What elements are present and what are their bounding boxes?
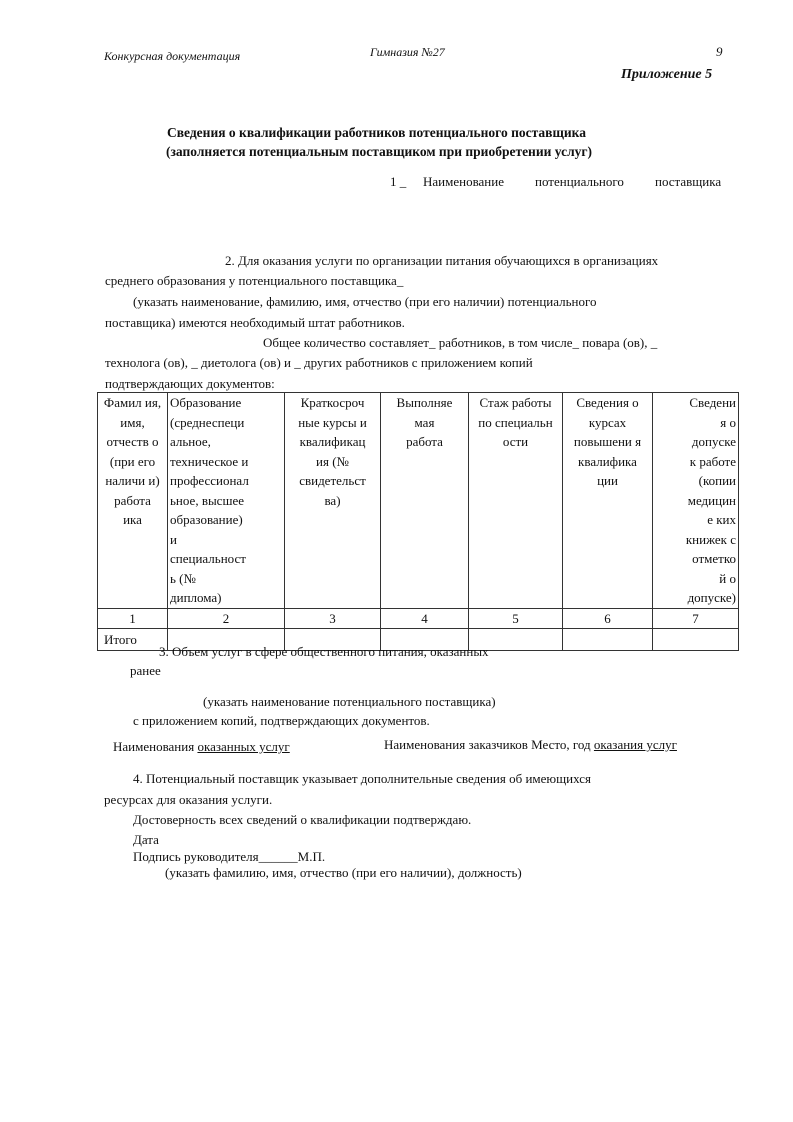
customers-column-prefix: Наименования заказчиков Место, год xyxy=(384,737,594,752)
column-number: 2 xyxy=(168,608,285,629)
document-title: Сведения о квалификации работников потенциального поставщика xyxy=(167,125,586,140)
services-column-prefix: Наименования xyxy=(113,739,198,754)
document-subtitle: (заполняется потенциальным поставщиком при приобретении услуг) xyxy=(166,144,593,159)
table-number-row xyxy=(98,608,739,629)
column-number: 7 xyxy=(653,608,739,629)
customers-column-header xyxy=(384,737,677,753)
header-left: Конкурсная документация xyxy=(104,49,241,63)
section2-line7: подтверждающих документов: xyxy=(105,376,275,391)
confirmation-text: Достоверность всех сведений о квалификации подтверждаю. xyxy=(133,812,472,827)
column-number: 4 xyxy=(381,608,469,629)
services-column-header xyxy=(113,739,290,755)
services-column-underlined: оказанных услуг xyxy=(197,739,290,754)
section2-line1: 2. Для оказания услуги по организации питания обучающихся в организациях xyxy=(225,253,659,268)
section2-line3: (указать наименование, фамилию, имя, отчество (при его наличии) потенциального xyxy=(133,294,597,309)
column-number: 3 xyxy=(285,608,381,629)
section2-line5: Общее количество составляет_ работников, в том числе_ повара (ов), _ xyxy=(263,335,658,350)
total-label: Итого xyxy=(98,629,168,651)
section3-line4: с приложением копий, подтверждающих документов. xyxy=(133,713,430,728)
section3-line2: ранее xyxy=(130,663,161,678)
column-number: 6 xyxy=(563,608,653,629)
section2-line6: технолога (ов), _ диетолога (ов) и _ других работников с приложением копий xyxy=(105,355,533,370)
table-header-cell: Стаж работы по специальн ости xyxy=(469,393,563,609)
table-header-cell: Образование (среднеспеци альное, техническое и профессионал ьное, высшее образование) и специальност ь (№ диплома) xyxy=(168,393,285,609)
table-cell xyxy=(563,629,653,651)
section2-line2: среднего образования у потенциального поставщика_ xyxy=(105,273,404,288)
section1-word-2: потенциального xyxy=(535,174,624,189)
appendix-label: Приложение 5 xyxy=(621,67,713,82)
section1-word-1: Наименование xyxy=(423,174,504,189)
table-cell xyxy=(653,629,739,651)
signature-hint: (указать фамилию, имя, отчество (при его наличии), должность) xyxy=(165,865,522,880)
column-number: 1 xyxy=(98,608,168,629)
date-label: Дата xyxy=(133,832,159,847)
signature-line: Подпись руководителя______М.П. xyxy=(133,849,326,864)
section1-number: 1 _ xyxy=(390,174,407,189)
section4-line1: 4. Потенциальный поставщик указывает дополнительные сведения об имеющихся xyxy=(133,771,591,786)
table-header-cell: Выполняе мая работа xyxy=(381,393,469,609)
section2-line4: поставщика) имеются необходимый штат работников. xyxy=(105,315,405,330)
table-header-row xyxy=(98,393,739,609)
section3-line3: (указать наименование потенциального поставщика) xyxy=(203,694,496,709)
page-number: 9 xyxy=(716,44,723,59)
table-header-cell: Сведения о курсах повышени я квалифика ции xyxy=(563,393,653,609)
table-header-cell: Краткосроч ные курсы и квалификац ия (№ свидетельст ва) xyxy=(285,393,381,609)
header-center: Гимназия №27 xyxy=(370,45,445,59)
qualification-table xyxy=(97,392,739,651)
section1-word-3: поставщика xyxy=(655,174,722,189)
customers-column-underlined: оказания услуг xyxy=(593,737,677,752)
column-number: 5 xyxy=(469,608,563,629)
table-header-cell: Фамил ия, имя, отчеств о (при его наличи и) работа ика xyxy=(98,393,168,609)
section4-line2: ресурсах для оказания услуги. xyxy=(104,792,273,807)
section3-line1: 3. Объем услуг в сфере общественного питания, оказанных xyxy=(159,644,489,659)
table-header-cell: Сведени я о допуске к работе (копии медицин е ких книжек с отметко й о допуске) xyxy=(653,393,739,609)
